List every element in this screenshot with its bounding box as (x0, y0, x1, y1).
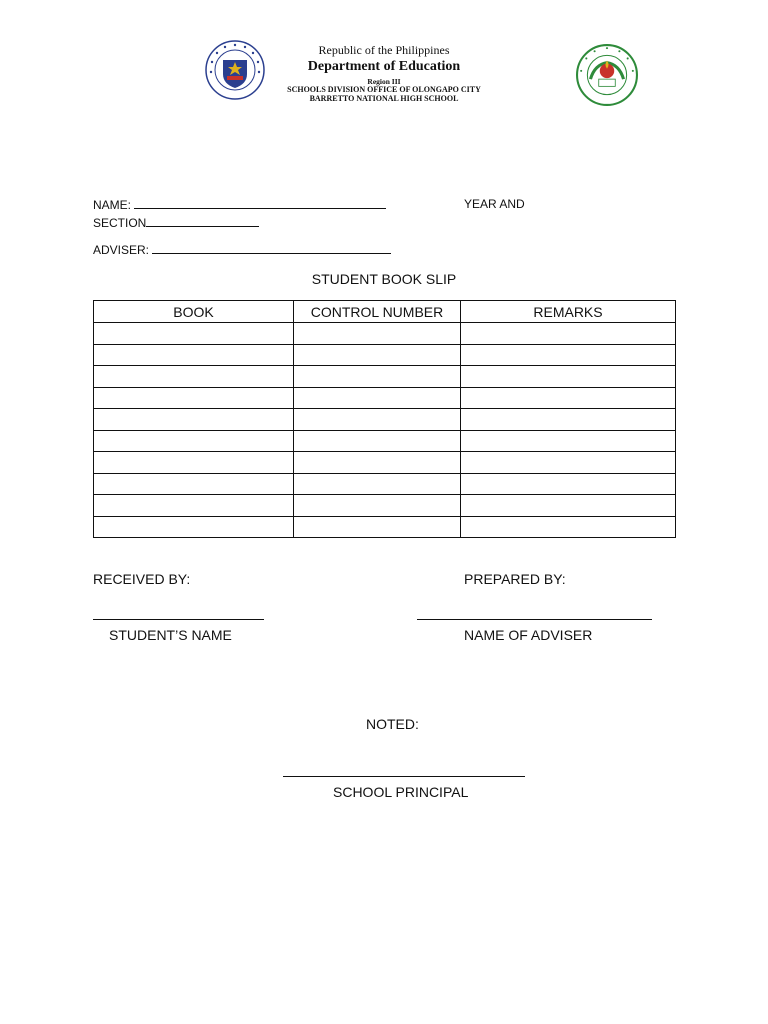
book-cell[interactable] (94, 473, 294, 495)
remarks-cell[interactable] (461, 366, 676, 388)
adviser-signature-line[interactable] (417, 619, 652, 620)
remarks-cell[interactable] (461, 409, 676, 431)
book-cell[interactable] (94, 452, 294, 474)
table-row (94, 366, 676, 388)
book-cell[interactable] (94, 387, 294, 409)
book-cell[interactable] (94, 430, 294, 452)
table-row (94, 409, 676, 431)
received-by-label: RECEIVED BY: (93, 571, 191, 587)
table-row (94, 495, 676, 517)
column-header-control-number: CONTROL NUMBER (294, 301, 461, 323)
book-cell[interactable] (94, 323, 294, 345)
remarks-cell[interactable] (461, 323, 676, 345)
remarks-cell[interactable] (461, 516, 676, 538)
book-table (93, 300, 676, 538)
remarks-cell[interactable] (461, 473, 676, 495)
student-name-caption: STUDENT’S NAME (109, 627, 232, 643)
header-republic: Republic of the Philippines (318, 43, 450, 57)
control-number-cell[interactable] (294, 516, 461, 538)
section-field[interactable] (93, 215, 259, 230)
name-field[interactable] (93, 197, 386, 212)
book-cell[interactable] (94, 366, 294, 388)
noted-label: NOTED: (366, 716, 419, 732)
control-number-cell[interactable] (294, 323, 461, 345)
slip-title: STUDENT BOOK SLIP (311, 271, 457, 287)
name-line[interactable] (134, 197, 386, 209)
table-row (94, 430, 676, 452)
book-cell[interactable] (94, 516, 294, 538)
book-cell[interactable] (94, 495, 294, 517)
section-line[interactable] (146, 215, 259, 227)
principal-caption: SCHOOL PRINCIPAL (333, 784, 469, 800)
control-number-cell[interactable] (294, 366, 461, 388)
section-label: SECTION (93, 216, 147, 230)
table-row (94, 516, 676, 538)
table-row (94, 452, 676, 474)
remarks-cell[interactable] (461, 452, 676, 474)
control-number-cell[interactable] (294, 387, 461, 409)
remarks-cell[interactable] (461, 387, 676, 409)
book-cell[interactable] (94, 409, 294, 431)
remarks-cell[interactable] (461, 344, 676, 366)
header-school: BARRETTO NATIONAL HIGH SCHOOL (309, 94, 459, 103)
control-number-cell[interactable] (294, 473, 461, 495)
table-row (94, 323, 676, 345)
prepared-by-label: PREPARED BY: (464, 571, 566, 587)
header-division: SCHOOLS DIVISION OFFICE OF OLONGAPO CITY (287, 85, 481, 94)
name-label: NAME: (93, 198, 132, 212)
control-number-cell[interactable] (294, 344, 461, 366)
column-header-book: BOOK (94, 301, 294, 323)
control-number-cell[interactable] (294, 495, 461, 517)
year-label: YEAR AND (464, 197, 525, 211)
table-row (94, 344, 676, 366)
header-region: Region III (367, 77, 401, 86)
table-row (94, 473, 676, 495)
header-department: Department of Education (307, 59, 461, 74)
adviser-line[interactable] (152, 242, 391, 254)
student-signature-line[interactable] (93, 619, 264, 620)
remarks-cell[interactable] (461, 495, 676, 517)
adviser-label: ADVISER: (93, 243, 150, 257)
adviser-name-caption: NAME OF ADVISER (464, 627, 593, 643)
principal-signature-line[interactable] (283, 776, 525, 777)
book-cell[interactable] (94, 344, 294, 366)
remarks-cell[interactable] (461, 430, 676, 452)
table-row (94, 387, 676, 409)
adviser-field[interactable] (93, 242, 391, 257)
column-header-remarks: REMARKS (461, 301, 676, 323)
control-number-cell[interactable] (294, 430, 461, 452)
table-header-row (94, 301, 676, 323)
control-number-cell[interactable] (294, 409, 461, 431)
control-number-cell[interactable] (294, 452, 461, 474)
